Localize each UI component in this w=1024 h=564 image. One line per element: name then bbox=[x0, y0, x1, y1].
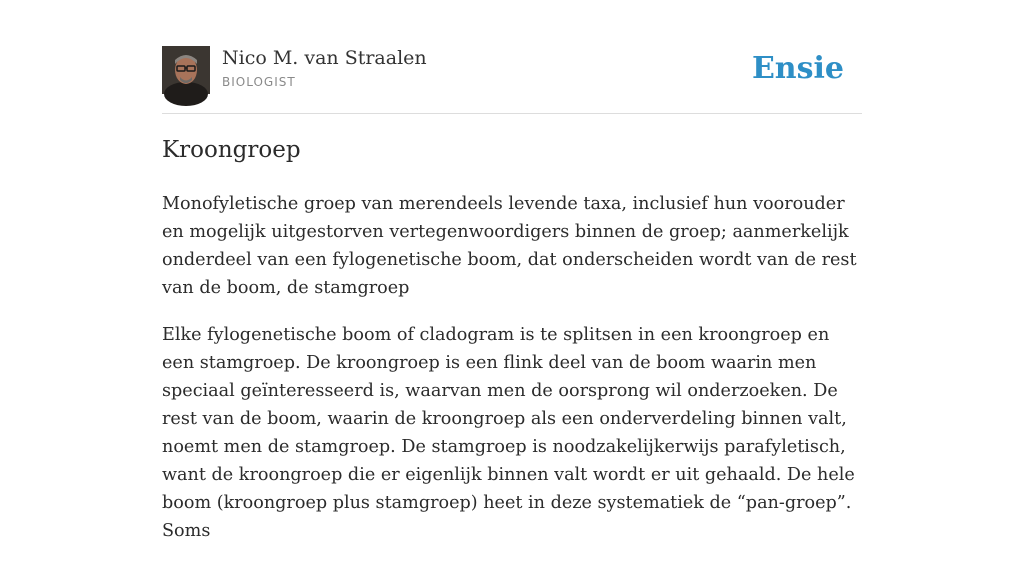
article-paragraph: Elke fylogenetische boom of cladogram is te splitsen in een kroongroep en een stamgroep. De kroongroep is een flink deel van de boom waarin men speciaal geïnteresseerd is, waarvan men de oorsprong wil onderzoeken. De rest van de boom, waarin de kroongroep als een onderverdeling binnen valt, noemt men de stamgroep. De stamgroep is noodzakelijkerwijs parafyletisch, want de kroongroep die er eigenlijk binnen valt wordt er uit gehaald. De hele boom (kroongroep plus stamgroep) heet in deze systematiek de “pan-groep”. Soms bbox=[162, 325, 855, 541]
article-paragraph: Monofyletische groep van merendeels levende taxa, inclusief hun voorouder en mogelijk uitgestorven vertegenwoordigers binnen de groep; aanmerkelijk onderdeel van een fylogenetische boom, dat onderscheiden wordt van de rest van de boom, de stamgroep bbox=[162, 194, 857, 298]
ensie-logo[interactable]: Ensie bbox=[751, 51, 844, 86]
author-header bbox=[162, 46, 862, 96]
author-name[interactable]: Nico M. van Straalen bbox=[222, 47, 427, 69]
header-divider bbox=[162, 113, 862, 114]
author-role: BIOLOGIST bbox=[222, 75, 296, 89]
article-body bbox=[162, 190, 862, 564]
article-title: Kroongroep bbox=[162, 137, 301, 163]
avatar-portrait-image bbox=[162, 46, 210, 94]
author-avatar[interactable] bbox=[162, 46, 210, 94]
